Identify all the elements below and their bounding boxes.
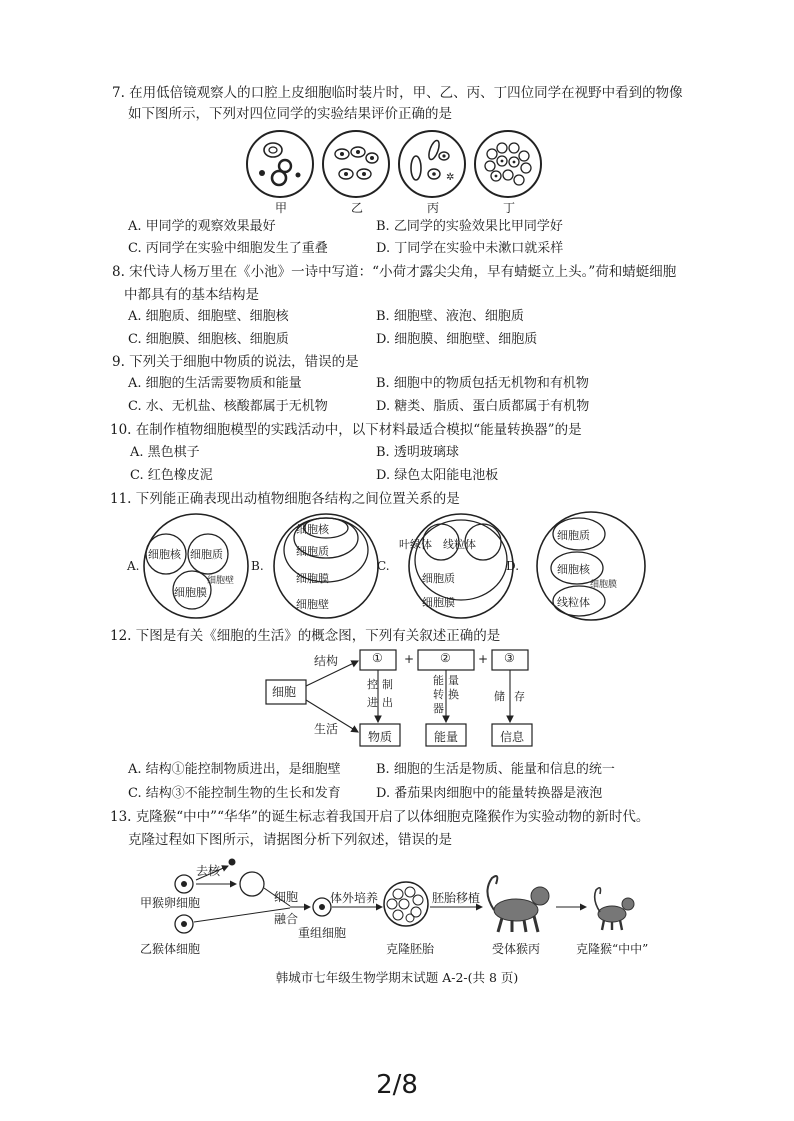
clone-embryo-icon: [384, 882, 428, 926]
q12-structure-label: 结构: [314, 654, 339, 668]
q11-letter-a: A.: [127, 559, 140, 573]
q7-label-bing: 丙: [427, 201, 440, 215]
q12-option-b: B. 细胞的生活是物质、能量和信息的统一: [376, 762, 615, 777]
q8-option-b: B. 细胞壁、液泡、细胞质: [376, 309, 524, 324]
q12-v2-0: 能: [433, 674, 444, 687]
q7-stem-line1: 7. 在用低倍镜观察人的口腔上皮细胞临时装片时，甲、乙、丙、丁四位同学在视野中看到的物像: [112, 85, 683, 101]
q7-option-d: D. 丁同学在实验中未漱口就采样: [376, 241, 564, 256]
q8-option-c: C. 细胞膜、细胞核、细胞质: [128, 332, 289, 347]
q12-node-1: ①: [372, 651, 383, 665]
q12-box-matter: 物质: [368, 730, 393, 744]
q12-v2-4: 器: [433, 702, 444, 715]
q13-culture-label: 体外培养: [330, 891, 379, 905]
q13-embryo-label: 克隆胚胎: [386, 942, 435, 956]
q12-v2-3: 换: [448, 688, 459, 701]
q12-plus-1: +: [404, 652, 415, 666]
q9-option-b: B. 细胞中的物质包括无机物和有机物: [376, 376, 589, 391]
q11-letter-d: D.: [506, 559, 520, 573]
q10-stem: 10. 在制作植物细胞模型的实践活动中，以下材料最适合模拟“能量转换器”的是: [110, 422, 582, 438]
q9-option-d: D. 糖类、脂质、蛋白质都属于有机物: [376, 399, 590, 414]
q9-option-a: A. 细胞的生活需要物质和能量: [128, 376, 302, 391]
q8-option-d: D. 细胞膜、细胞壁、细胞质: [376, 332, 538, 347]
q10-option-c: C. 红色橡皮泥: [130, 468, 213, 483]
removed-nucleus-icon: [229, 859, 236, 866]
q13-egg-label: 甲猴卵细胞: [140, 896, 201, 910]
q11-letter-b: B.: [251, 559, 264, 573]
q11-a-nucleus: 细胞核: [148, 548, 181, 561]
q11-b-cytoplasm: 细胞质: [296, 545, 329, 558]
q13-cloning-diagram: [160, 852, 640, 952]
view-yi: [323, 131, 389, 197]
q11-a-cytoplasm: 细胞质: [190, 548, 223, 561]
q12-v2-1: 量: [448, 674, 459, 687]
clone-monkey-icon: [595, 888, 634, 930]
q12-v3-0: 储: [494, 690, 505, 703]
enucleated-egg-icon: [240, 872, 264, 896]
page-number: 2/8: [376, 1070, 418, 1100]
q12-node-3: ③: [504, 651, 515, 665]
q13-host-label: 受体猴丙: [492, 942, 541, 956]
q12-box-energy: 能量: [434, 730, 459, 744]
q7-stem-line2: 如下图所示，下列对四位同学的实验结果评价正确的是: [128, 106, 452, 122]
q7-option-c: C. 丙同学在实验中细胞发生了重叠: [128, 241, 328, 256]
svg-text:✲: ✲: [446, 172, 455, 183]
body-cell-icon: [175, 915, 193, 933]
q11-c-mitochondria: 线粒体: [443, 538, 476, 551]
q12-v1-2: 进: [367, 696, 378, 709]
q10-option-b: B. 透明玻璃球: [376, 445, 459, 460]
q11-a-wall: 细胞壁: [207, 576, 235, 586]
q13-transfer-label: 胚胎移植: [432, 891, 481, 905]
q11-b-membrane: 细胞膜: [296, 572, 329, 585]
q12-v2-2: 转: [433, 688, 444, 701]
view-ding: [475, 131, 541, 197]
q11-b-wall: 细胞壁: [296, 598, 329, 611]
q12-v1-1: 制: [382, 678, 393, 691]
q12-v1-0: 控: [367, 678, 378, 691]
host-monkey-icon: [487, 876, 549, 932]
q13-stem-line2: 克隆过程如下图所示，请据图分析下列叙述，错误的是: [128, 832, 452, 848]
q12-option-a: A. 结构①能控制物质进出，是细胞壁: [128, 762, 341, 777]
q8-stem-line1: 8. 宋代诗人杨万里在《小池》一诗中写道：“小荷才露尖尖角，早有蜻蜓立上头。”荷和蜻蜓细胞: [112, 264, 677, 280]
q7-microscope-views: [244, 128, 544, 214]
q12-v1-3: 出: [382, 696, 393, 709]
q13-cell-label: 细胞: [274, 890, 299, 904]
q13-fusion-label: 融合: [274, 912, 299, 926]
q12-plus-2: +: [478, 652, 489, 666]
q11-d-mitochondria: 线粒体: [557, 596, 590, 609]
q13-remove-nucleus: 去核: [196, 864, 221, 878]
q12-cell-label: 细胞: [272, 685, 297, 699]
q12-node-2: ②: [440, 651, 451, 665]
q13-body-label: 乙猴体细胞: [140, 942, 201, 956]
q13-recombined-label: 重组细胞: [298, 926, 347, 940]
q7-label-ding: 丁: [503, 201, 516, 215]
view-bing: [399, 131, 465, 197]
q11-a-membrane: 细胞膜: [174, 586, 207, 599]
q10-option-a: A. 黑色棋子: [130, 445, 200, 460]
q12-option-c: C. 结构③不能控制生物的生长和发育: [128, 786, 341, 801]
q11-b-nucleus: 细胞核: [296, 523, 329, 536]
q11-stem: 11. 下列能正确表现出动植物细胞各结构之间位置关系的是: [110, 491, 460, 507]
q12-option-d: D. 番茄果肉细胞中的能量转换器是液泡: [376, 786, 603, 801]
q7-option-b: B. 乙同学的实验效果比甲同学好: [376, 219, 563, 234]
q11-c-cytoplasm: 细胞质: [422, 572, 455, 585]
q12-stem: 12. 下图是有关《细胞的生活》的概念图，下列有关叙述正确的是: [110, 628, 501, 644]
q11-c-chloroplast: 叶绿体: [399, 538, 432, 551]
diagram-d: [537, 512, 645, 620]
q7-label-jia: 甲: [275, 201, 288, 215]
q7-option-a: A. 甲同学的观察效果最好: [128, 219, 276, 234]
q13-stem-line1: 13. 克隆猴“中中”“华华”的诞生标志着我国开启了以体细胞克隆猴作为实验动物的新时代。: [110, 809, 650, 825]
q8-stem-line2: 中都具有的基本结构是: [124, 287, 259, 303]
egg-cell-icon: [175, 875, 193, 893]
page-footer: 韩城市七年级生物学期末试题 A-2-(共 8 页): [275, 970, 519, 985]
q10-option-d: D. 绿色太阳能电池板: [376, 468, 499, 483]
q12-v3-1: 存: [514, 690, 525, 703]
q12-life-label: 生活: [314, 722, 339, 736]
q12-box-info: 信息: [500, 730, 525, 744]
q11-letter-c: C.: [377, 559, 390, 573]
q11-d-membrane: 细胞膜: [590, 580, 618, 590]
q11-c-membrane: 细胞膜: [422, 596, 455, 609]
view-jia: [247, 131, 313, 197]
q9-option-c: C. 水、无机盐、核酸都属于无机物: [128, 399, 328, 414]
q7-label-yi: 乙: [351, 201, 364, 215]
q9-stem: 9. 下列关于细胞中物质的说法，错误的是: [112, 354, 359, 370]
q8-option-a: A. 细胞质、细胞壁、细胞核: [128, 309, 289, 324]
recombined-cell-icon: [313, 898, 331, 916]
diagram-a: [144, 514, 248, 618]
q11-d-nucleus: 细胞核: [557, 563, 590, 576]
q13-clone-label: 克隆猴“中中”: [576, 942, 649, 956]
q11-d-cytoplasm: 细胞质: [557, 529, 590, 542]
